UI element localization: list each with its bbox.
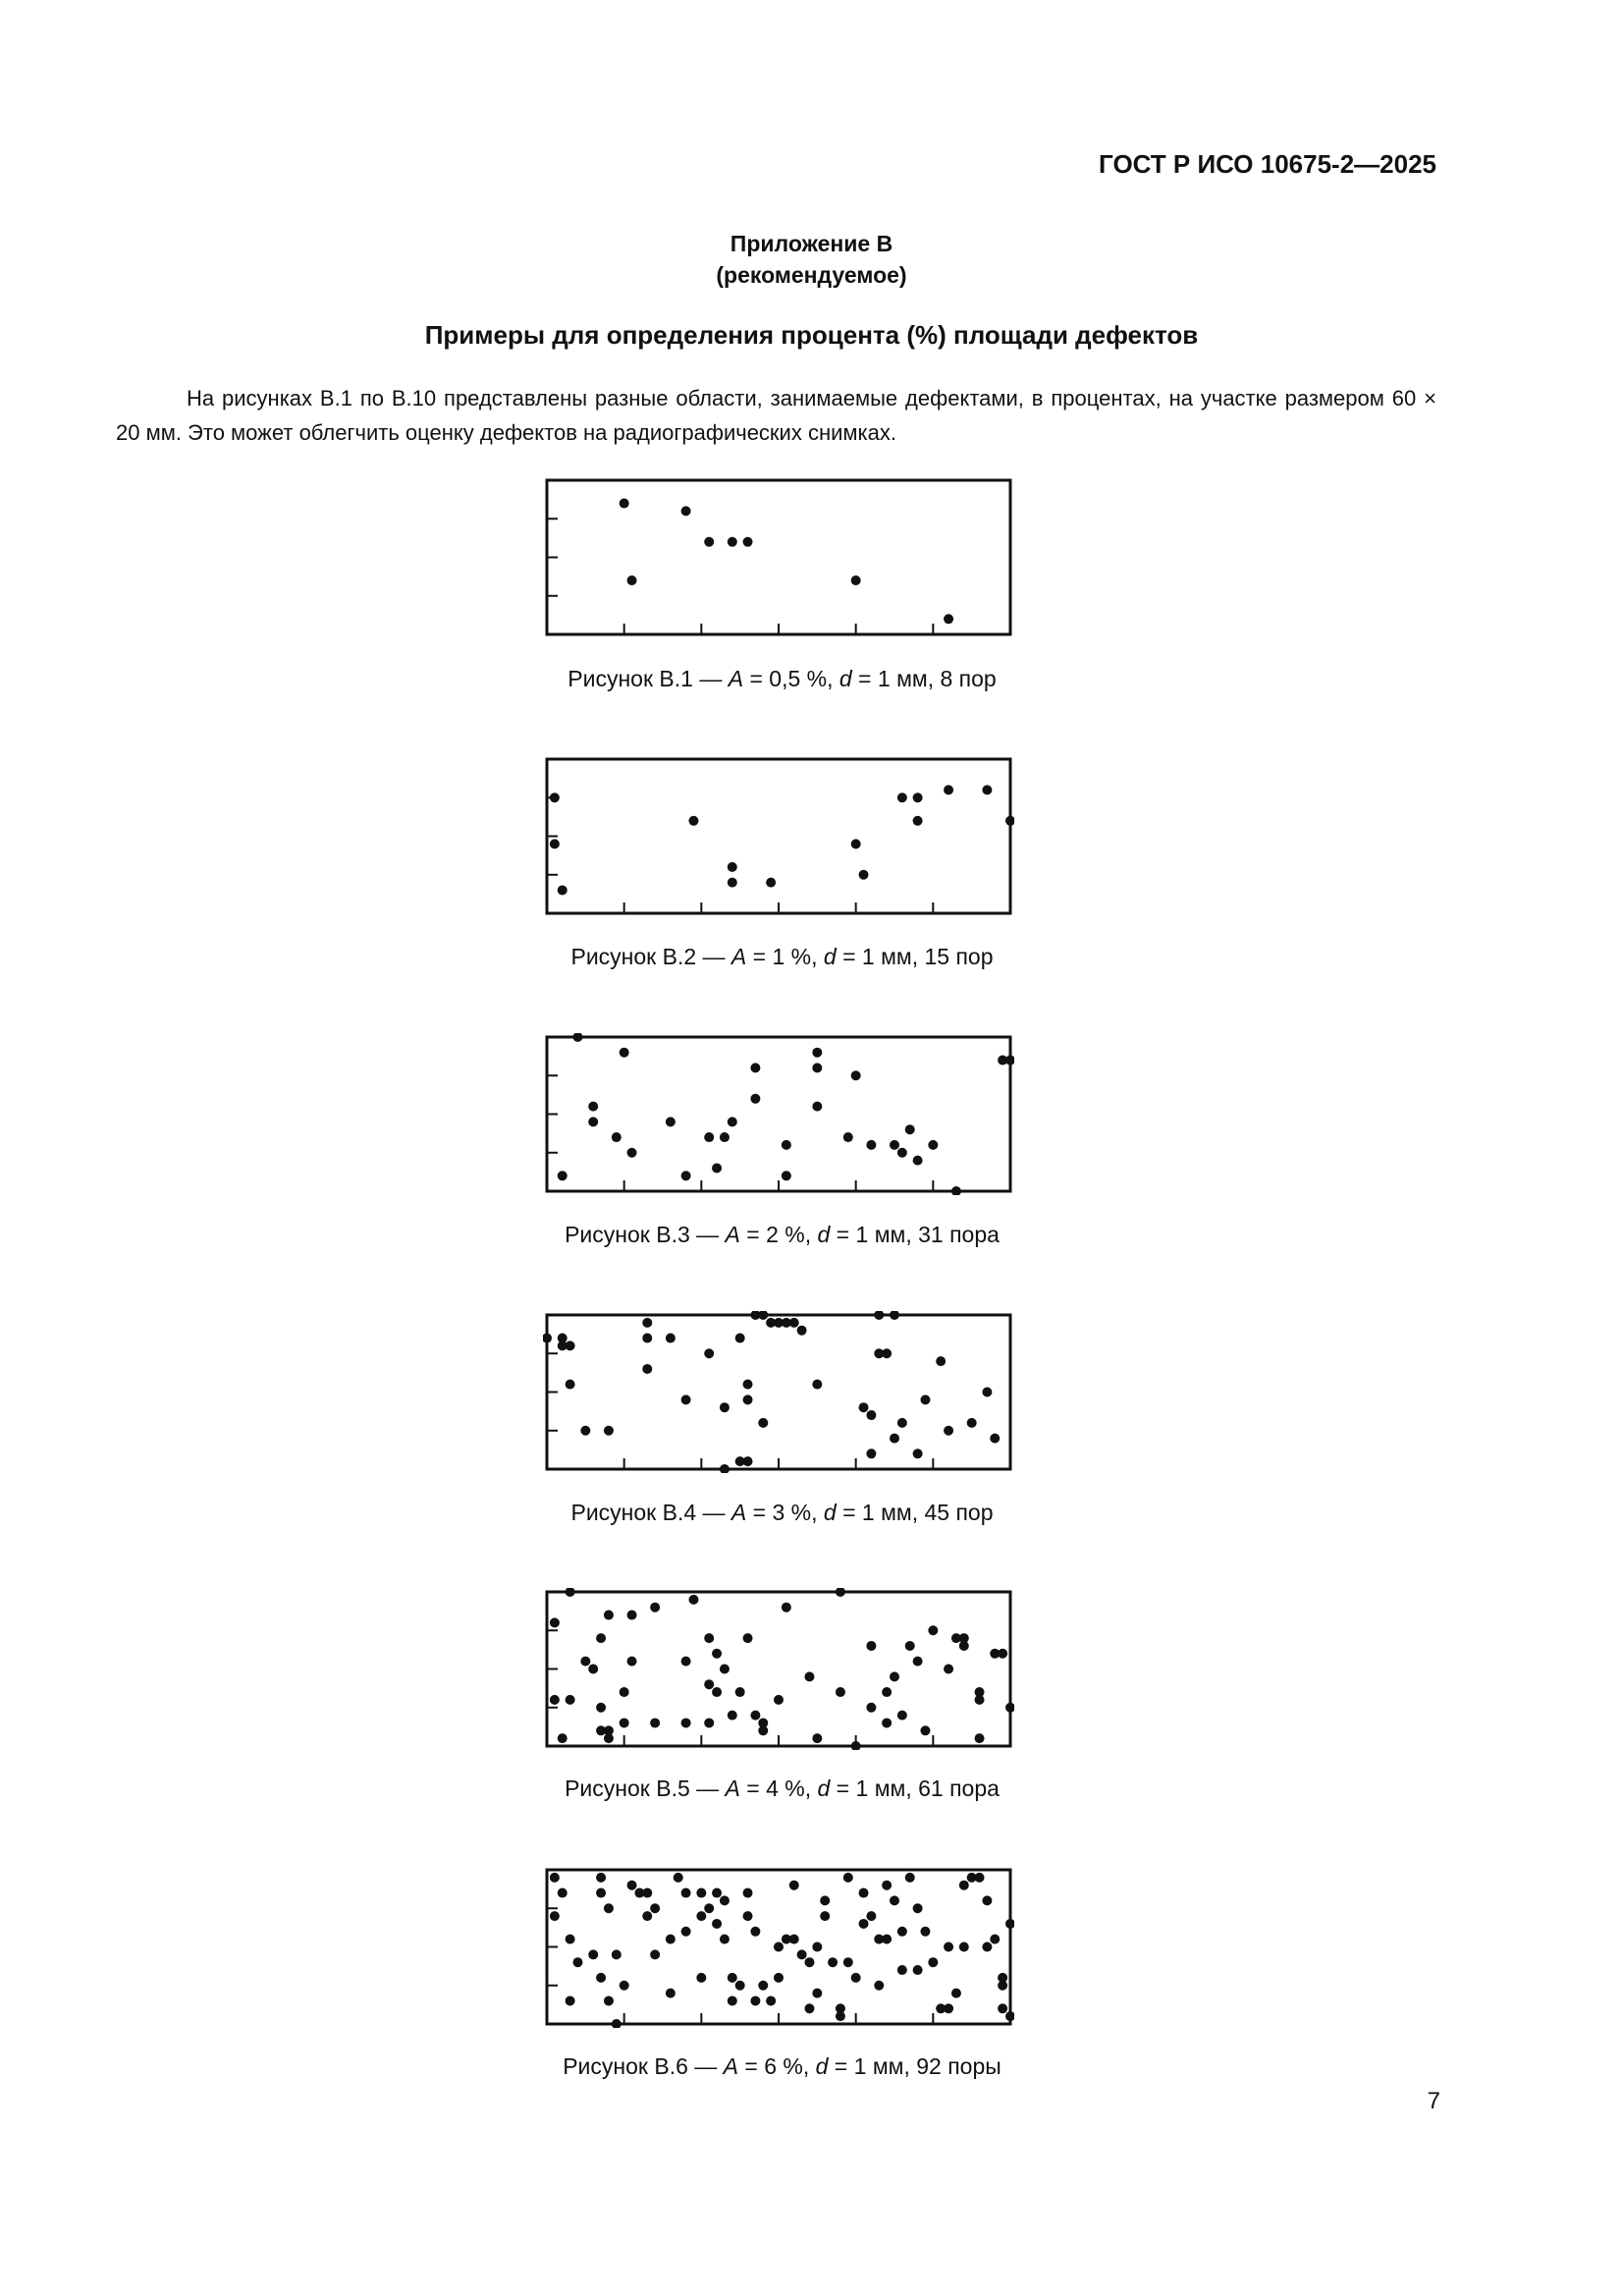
defect-pore — [782, 1171, 791, 1180]
defect-pore — [566, 1935, 575, 1944]
defect-pore — [789, 1881, 799, 1890]
defect-pore — [920, 1927, 930, 1937]
defect-pore — [797, 1949, 807, 1959]
defect-pore — [944, 614, 953, 624]
defect-pore — [866, 1641, 876, 1651]
defect-pore — [859, 1402, 869, 1412]
defect-pore — [928, 1625, 938, 1635]
page-number: 7 — [1427, 2088, 1440, 2114]
figure-4-plot — [543, 1311, 1014, 1473]
defect-pore — [666, 1989, 676, 1998]
defect-pore — [897, 1965, 907, 1975]
defect-pore — [681, 1888, 691, 1898]
defect-pore — [674, 1873, 683, 1883]
defect-pore — [843, 1132, 853, 1142]
defect-pore — [843, 1957, 853, 1967]
defect-pore — [913, 1965, 923, 1975]
defect-pore — [975, 1873, 985, 1883]
figure-1-caption: Рисунок В.1 — A = 0,5 %, d = 1 мм, 8 пор — [568, 666, 997, 691]
defect-pore — [897, 1148, 907, 1158]
defect-pore — [774, 1695, 784, 1705]
defect-pore — [720, 1935, 730, 1944]
defect-pore — [897, 1927, 907, 1937]
defect-pore — [720, 1665, 730, 1674]
defect-pore — [596, 1888, 606, 1898]
defect-pore — [735, 1687, 745, 1697]
defect-pore — [728, 862, 737, 872]
defect-pore — [951, 1186, 961, 1195]
defect-pore — [959, 1942, 969, 1952]
defect-pore — [998, 1649, 1007, 1659]
defect-pore — [588, 1949, 598, 1959]
defect-pore — [789, 1935, 799, 1944]
defect-pore — [812, 1048, 822, 1058]
defect-pore — [704, 1718, 714, 1727]
defect-pore — [650, 1603, 660, 1613]
defect-pore — [720, 1402, 730, 1412]
figure-1-plot — [543, 476, 1014, 638]
figure-6-plot — [543, 1866, 1014, 2028]
defect-pore — [566, 1588, 575, 1597]
defect-pore — [866, 1911, 876, 1921]
defect-pore — [897, 1418, 907, 1428]
defect-pore — [735, 1334, 745, 1343]
defect-pore — [967, 1418, 977, 1428]
defect-pore — [882, 1718, 892, 1727]
defect-pore — [704, 1633, 714, 1643]
defect-pore — [913, 1449, 923, 1458]
figure-4-caption: Рисунок В.4 — A = 3 %, d = 1 мм, 45 пор — [570, 1500, 994, 1525]
defect-pore — [758, 1718, 768, 1727]
defect-pore — [704, 1903, 714, 1913]
defect-pore — [743, 1888, 753, 1898]
defect-pore — [975, 1695, 985, 1705]
defect-pore — [743, 1633, 753, 1643]
defect-pore — [620, 1687, 629, 1697]
plot-frame — [547, 1592, 1010, 1746]
defect-pore — [928, 1140, 938, 1150]
defect-pore — [642, 1364, 652, 1374]
defect-pore — [666, 1935, 676, 1944]
defect-pore — [650, 1903, 660, 1913]
defect-pore — [612, 2019, 622, 2028]
defect-pore — [566, 1995, 575, 2005]
defect-pore — [905, 1124, 915, 1134]
defect-pore — [666, 1334, 676, 1343]
defect-pore — [558, 1888, 568, 1898]
defect-pore — [1005, 1703, 1014, 1713]
defect-pore — [890, 1140, 899, 1150]
defect-pore — [982, 1388, 992, 1397]
defect-pore — [712, 1649, 722, 1659]
defect-pore — [851, 1973, 861, 1983]
defect-pore — [982, 1895, 992, 1905]
defect-pore — [789, 1318, 799, 1328]
defect-pore — [774, 1973, 784, 1983]
defect-pore — [588, 1117, 598, 1126]
defect-pore — [566, 1695, 575, 1705]
defect-pore — [890, 1434, 899, 1444]
defect-pore — [566, 1340, 575, 1350]
defect-pore — [743, 1911, 753, 1921]
defect-pore — [951, 1989, 961, 1998]
defect-pore — [588, 1102, 598, 1112]
defect-pore — [882, 1348, 892, 1358]
defect-pore — [913, 1903, 923, 1913]
defect-pore — [681, 506, 691, 516]
defect-pore — [936, 1356, 946, 1366]
defect-pore — [650, 1949, 660, 1959]
defect-pore — [851, 1070, 861, 1080]
defect-pore — [550, 1873, 560, 1883]
defect-pore — [696, 1888, 706, 1898]
defect-pore — [627, 1881, 637, 1890]
defect-pore — [882, 1687, 892, 1697]
defect-pore — [550, 839, 560, 848]
defect-pore — [604, 1995, 614, 2005]
defect-pore — [558, 1733, 568, 1743]
defect-pore — [696, 1973, 706, 1983]
figure-3-plot — [543, 1033, 1014, 1195]
defect-pore — [820, 1911, 830, 1921]
plot-frame — [547, 759, 1010, 913]
defect-pore — [1005, 1056, 1014, 1066]
defect-pore — [866, 1140, 876, 1150]
defect-pore — [650, 1718, 660, 1727]
defect-pore — [905, 1873, 915, 1883]
defect-pore — [920, 1725, 930, 1735]
section-heading: Примеры для определения процента (%) площади дефектов — [424, 320, 1199, 350]
defect-pore — [728, 537, 737, 547]
defect-pore — [890, 1671, 899, 1681]
defect-pore — [580, 1657, 590, 1667]
intro-paragraph: На рисунках В.1 по В.10 представлены разные области, занимаемые дефектами, в процентах, на участке размером 60 × 20 мм. Это может облегчить оценку дефектов на радиографических снимках. — [116, 386, 1436, 445]
defect-pore — [1005, 816, 1014, 826]
defect-pore — [758, 1418, 768, 1428]
defect-pore — [750, 1995, 760, 2005]
defect-pore — [998, 1981, 1007, 1991]
defect-pore — [550, 1695, 560, 1705]
defect-pore — [681, 1657, 691, 1667]
defect-pore — [612, 1949, 622, 1959]
defect-pore — [634, 1888, 644, 1898]
defect-pore — [836, 2003, 845, 2013]
defect-pore — [620, 1718, 629, 1727]
defect-pore — [735, 1981, 745, 1991]
figure-5-caption: Рисунок В.5 — A = 4 %, d = 1 мм, 61 пора — [565, 1776, 1000, 1801]
defect-pore — [828, 1957, 838, 1967]
defect-pore — [897, 793, 907, 802]
defect-pore — [920, 1394, 930, 1404]
defect-pore — [572, 1957, 582, 1967]
defect-pore — [836, 1687, 845, 1697]
defect-pore — [866, 1703, 876, 1713]
defect-pore — [696, 1911, 706, 1921]
plot-frame — [547, 480, 1010, 634]
defect-pore — [743, 537, 753, 547]
defect-pore — [812, 1380, 822, 1390]
defect-pore — [882, 1935, 892, 1944]
defect-pore — [812, 1063, 822, 1072]
defect-pore — [728, 878, 737, 888]
defect-pore — [944, 1942, 953, 1952]
defect-pore — [558, 885, 568, 895]
defect-pore — [704, 1132, 714, 1142]
defect-pore — [851, 575, 861, 585]
defect-pore — [851, 1741, 861, 1750]
defect-pore — [704, 1679, 714, 1689]
defect-pore — [913, 793, 923, 802]
defect-pore — [627, 1148, 637, 1158]
defect-pore — [627, 1611, 637, 1620]
defect-pore — [543, 1334, 552, 1343]
defect-pore — [982, 785, 992, 794]
defect-pore — [550, 1617, 560, 1627]
defect-pore — [604, 1426, 614, 1436]
defect-pore — [604, 1903, 614, 1913]
figure-2-caption: Рисунок В.2 — A = 1 %, d = 1 мм, 15 пор — [570, 944, 994, 969]
defect-pore — [688, 1595, 698, 1605]
defect-pore — [642, 1911, 652, 1921]
defect-pore — [782, 1140, 791, 1150]
defect-pore — [928, 1957, 938, 1967]
defect-pore — [596, 1973, 606, 1983]
annex-title: Приложение В — [730, 231, 893, 256]
defect-pore — [1005, 1919, 1014, 1929]
defect-pore — [982, 1942, 992, 1952]
defect-pore — [758, 1311, 768, 1320]
defect-pore — [797, 1326, 807, 1336]
defect-pore — [681, 1171, 691, 1180]
defect-pore — [750, 1063, 760, 1072]
defect-pore — [681, 1718, 691, 1727]
defect-pore — [959, 1633, 969, 1643]
defect-pore — [666, 1117, 676, 1126]
defect-pore — [866, 1410, 876, 1420]
defect-pore — [782, 1603, 791, 1613]
defect-pore — [681, 1927, 691, 1937]
defect-pore — [566, 1380, 575, 1390]
figure-5-plot — [543, 1588, 1014, 1750]
defect-pore — [627, 575, 637, 585]
defect-pore — [688, 816, 698, 826]
defect-pore — [620, 1048, 629, 1058]
defect-pore — [812, 1989, 822, 1998]
defect-pore — [804, 1957, 814, 1967]
defect-pore — [712, 1687, 722, 1697]
defect-pore — [990, 1935, 1000, 1944]
defect-pore — [975, 1733, 985, 1743]
plot-frame — [547, 1315, 1010, 1469]
defect-pore — [743, 1456, 753, 1466]
defect-pore — [728, 1995, 737, 2005]
defect-pore — [704, 537, 714, 547]
defect-pore — [890, 1895, 899, 1905]
standard-designation: ГОСТ Р ИСО 10675-2—2025 — [1099, 149, 1436, 179]
defect-pore — [1005, 2011, 1014, 2021]
defect-pore — [882, 1881, 892, 1890]
defect-pore — [550, 1911, 560, 1921]
defect-pore — [890, 1311, 899, 1320]
defect-pore — [913, 1156, 923, 1166]
defect-pore — [750, 1711, 760, 1721]
defect-pore — [843, 1873, 853, 1883]
defect-pore — [720, 1895, 730, 1905]
defect-pore — [596, 1873, 606, 1883]
defect-pore — [874, 1311, 884, 1320]
defect-pore — [913, 1657, 923, 1667]
defect-pore — [897, 1711, 907, 1721]
figure-3-caption: Рисунок В.3 — A = 2 %, d = 1 мм, 31 пора — [565, 1222, 1000, 1247]
defect-pore — [959, 1881, 969, 1890]
defect-pore — [944, 1426, 953, 1436]
figure-2-plot — [543, 755, 1014, 917]
defect-pore — [558, 1171, 568, 1180]
defect-pore — [905, 1641, 915, 1651]
defect-pore — [580, 1426, 590, 1436]
defect-pore — [712, 1163, 722, 1173]
defect-pore — [859, 1919, 869, 1929]
defect-pore — [851, 839, 861, 848]
defect-pore — [766, 1995, 776, 2005]
defect-pore — [750, 1927, 760, 1937]
defect-pore — [804, 1671, 814, 1681]
defect-pore — [728, 1973, 737, 1983]
defect-pore — [812, 1102, 822, 1112]
annex-header — [0, 228, 1623, 291]
defect-pore — [612, 1132, 622, 1142]
defect-pore — [712, 1919, 722, 1929]
defect-pore — [750, 1094, 760, 1104]
defect-pore — [620, 1981, 629, 1991]
defect-pore — [596, 1633, 606, 1643]
defect-pore — [627, 1657, 637, 1667]
defect-pore — [596, 1703, 606, 1713]
defect-pore — [874, 1981, 884, 1991]
defect-pore — [836, 1588, 845, 1597]
defect-pore — [712, 1888, 722, 1898]
defect-pore — [866, 1449, 876, 1458]
defect-pore — [720, 1464, 730, 1473]
defect-pore — [604, 1611, 614, 1620]
defect-pore — [588, 1665, 598, 1674]
defect-pore — [743, 1380, 753, 1390]
defect-pore — [681, 1394, 691, 1404]
defect-pore — [774, 1942, 784, 1952]
defect-pore — [620, 499, 629, 509]
plot-frame — [547, 1037, 1010, 1191]
defect-pore — [550, 793, 560, 802]
defect-pore — [704, 1348, 714, 1358]
defect-pore — [812, 1733, 822, 1743]
defect-pore — [859, 870, 869, 880]
defect-pore — [944, 785, 953, 794]
defect-pore — [728, 1711, 737, 1721]
figure-6-caption: Рисунок В.6 — A = 6 %, d = 1 мм, 92 поры — [563, 2053, 1001, 2079]
defect-pore — [859, 1888, 869, 1898]
defect-pore — [720, 1132, 730, 1142]
defect-pore — [758, 1981, 768, 1991]
annex-status: (рекомендуемое) — [716, 262, 907, 288]
defect-pore — [743, 1394, 753, 1404]
defect-pore — [998, 2003, 1007, 2013]
defect-pore — [728, 1117, 737, 1126]
defect-pore — [642, 1334, 652, 1343]
defect-pore — [804, 2003, 814, 2013]
defect-pore — [812, 1942, 822, 1952]
defect-pore — [913, 816, 923, 826]
defect-pore — [572, 1033, 582, 1042]
defect-pore — [990, 1434, 1000, 1444]
defect-pore — [944, 1665, 953, 1674]
defect-pore — [944, 2003, 953, 2013]
defect-pore — [820, 1895, 830, 1905]
defect-pore — [766, 878, 776, 888]
defect-pore — [642, 1318, 652, 1328]
defect-pore — [604, 1733, 614, 1743]
